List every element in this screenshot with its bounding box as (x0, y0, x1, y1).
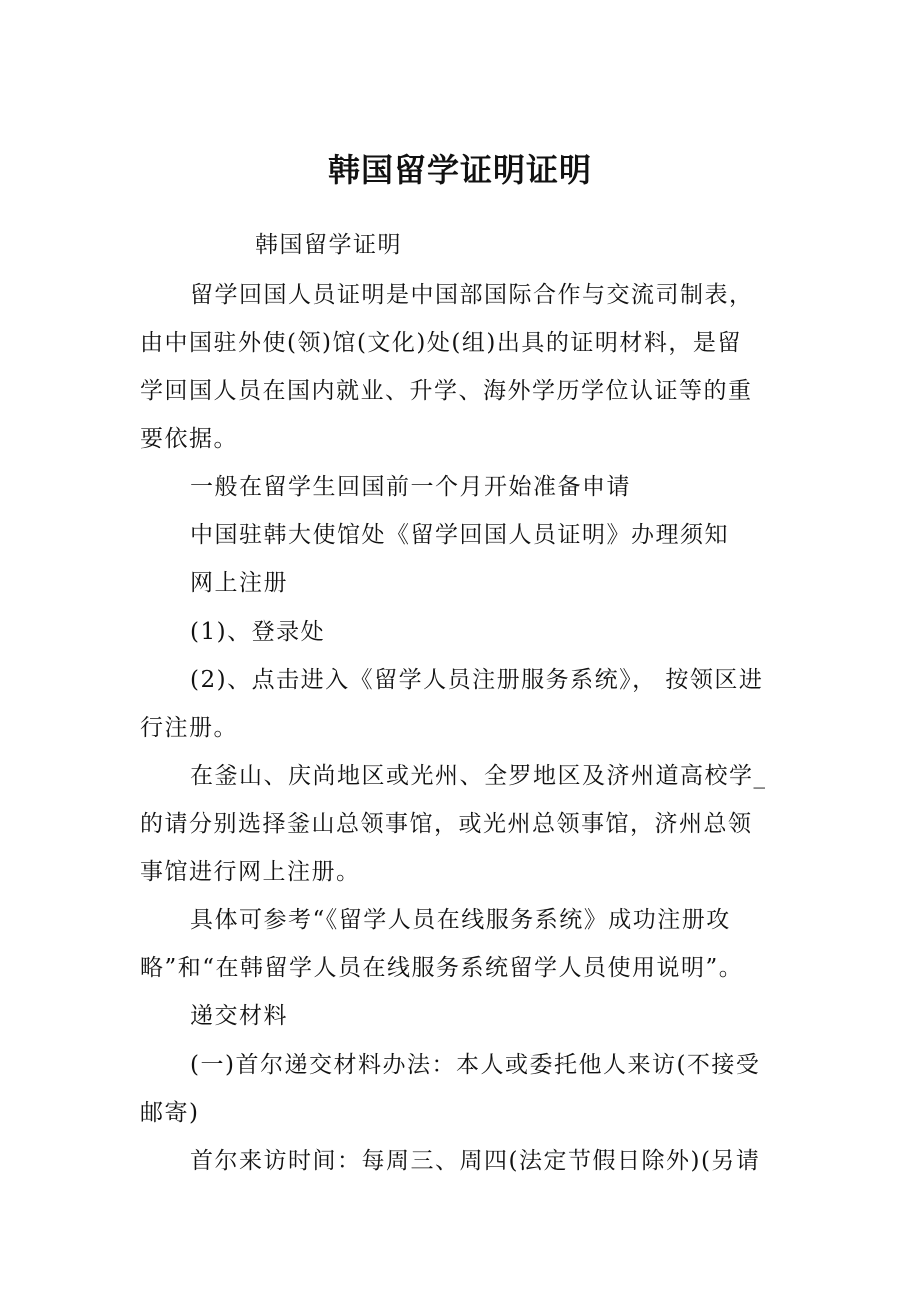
paragraph-line: 事馆进行网上注册。 (140, 859, 361, 885)
paragraph-line: 具体可参考“《留学人员在线服务系统》成功注册攻 (190, 907, 731, 933)
section-heading: 网上注册 (190, 570, 288, 596)
paragraph-line: (2)、点击进入《留学人员注册服务系统》， 按领区进 (190, 667, 764, 693)
paragraph-line: (1)、登录处 (190, 619, 326, 645)
paragraph-line: 行注册。 (140, 715, 238, 741)
paragraph-line: 在釜山、庆尚地区或光州、全罗地区及济州道高校学_ (190, 763, 767, 789)
paragraph-line: (一)首尔递交材料办法：本人或委托他人来访(不接受 (190, 1052, 761, 1078)
paragraph-line: 中国驻韩大使馆处《留学回国人员证明》办理须知 (190, 522, 729, 548)
paragraph-line: 一般在留学生回国前一个月开始准备申请 (190, 474, 631, 500)
paragraph-line: 由中国驻外使(领)馆(文化)处(组)出具的证明材料，是留 (140, 330, 742, 356)
section-heading: 递交材料 (190, 1003, 288, 1029)
paragraph-line: 首尔来访时间：每周三、周四(法定节假日除外)(另请 (190, 1148, 761, 1174)
paragraph-line: 邮寄) (140, 1100, 200, 1126)
document-subtitle: 韩国留学证明 (255, 232, 402, 258)
paragraph-line: 的请分别选择釜山总领事馆，或光州总领事馆，济州总领 (140, 811, 753, 837)
document-title: 韩国留学证明证明 (327, 151, 592, 189)
paragraph-line: 学回国人员在国内就业、升学、海外学历学位认证等的重 (140, 378, 753, 404)
paragraph-line: 要依据。 (140, 426, 238, 452)
paragraph-line: 留学回国人员证明是中国部国际合作与交流司制表， (190, 282, 754, 308)
paragraph-line: 略”和“在韩留学人员在线服务系统留学人员使用说明”。 (140, 955, 744, 981)
